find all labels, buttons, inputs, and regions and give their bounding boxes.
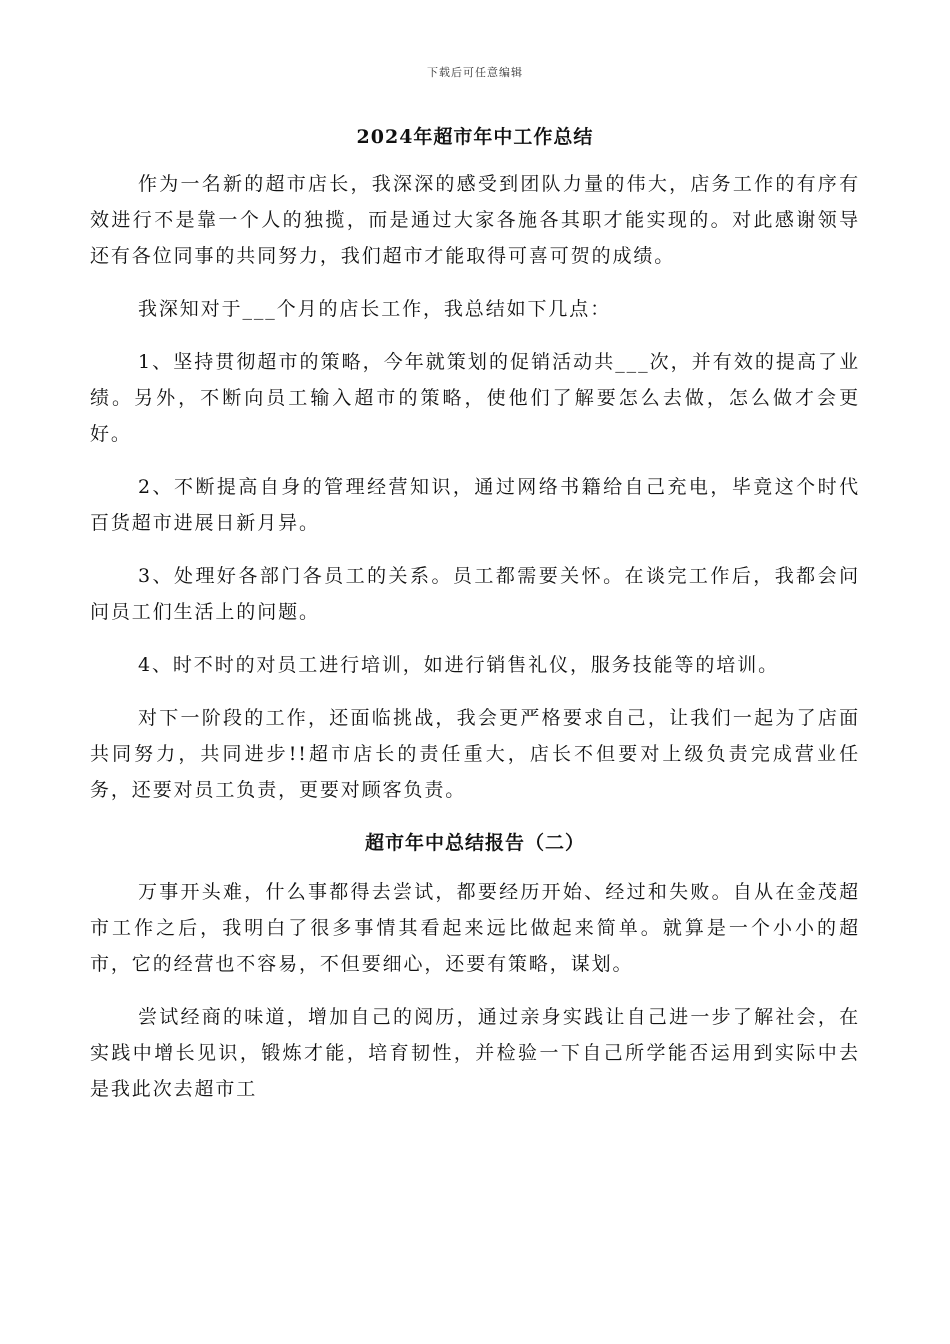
paragraph-report-2-experience: 尝试经商的味道，增加自己的阅历，通过亲身实践让自己进一步了解社会，在实践中增长见识，锻炼才能，培育韧性，并检验一下自己所学能否运用到实际中去是我此次去超市工 [90, 1006, 860, 1100]
document-title: 2024年超市年中工作总结 [356, 126, 594, 148]
section-title-report-2: 超市年中总结报告（二） [364, 832, 585, 854]
paragraph-report-2-intro: 万事开头难，什么事都得去尝试，都要经历开始、经过和失败。自从在金茂超市工作之后，我明白了很多事情其看起来远比做起来简单。就算是一个小小的超市，它的经营也不容易，不但要细心，还要有策略，谋划。 [90, 881, 860, 975]
paragraph-point-2: 2、不断提高自身的管理经营知识，通过网络书籍给自己充电，毕竟这个时代百货超市进展日新月异。 [90, 476, 860, 534]
header-note: 下载后可任意编辑 [427, 66, 523, 79]
paragraph-summary-lead: 我深知对于___个月的店长工作，我总结如下几点： [138, 298, 612, 320]
paragraph-point-4: 4、时不时的对员工进行培训，如进行销售礼仪，服务技能等的培训。 [138, 654, 779, 676]
paragraph-point-1: 1、坚持贯彻超市的策略，今年就策划的促销活动共___次，并有效的提高了业绩。另外，不断向员工输入超市的策略，使他们了解要怎么去做，怎么做才会更好。 [90, 351, 860, 445]
paragraph-point-3: 3、处理好各部门各员工的关系。员工都需要关怀。在谈完工作后，我都会问问员工们生活上的问题。 [90, 565, 860, 623]
document-content [90, 122, 860, 1124]
paragraph-next-stage: 对下一阶段的工作，还面临挑战，我会更严格要求自己，让我们一起为了店面共同努力，共同进步!!超市店长的责任重大，店长不但要对上级负责完成营业任务，还要对员工负责，更要对顾客负责。 [90, 707, 860, 801]
paragraph-intro: 作为一名新的超市店长，我深深的感受到团队力量的伟大，店务工作的有序有效进行不是靠一个人的独揽，而是通过大家各施各其职才能实现的。对此感谢领导还有各位同事的共同努力，我们超市才能取得可喜可贺的成绩。 [90, 173, 860, 267]
